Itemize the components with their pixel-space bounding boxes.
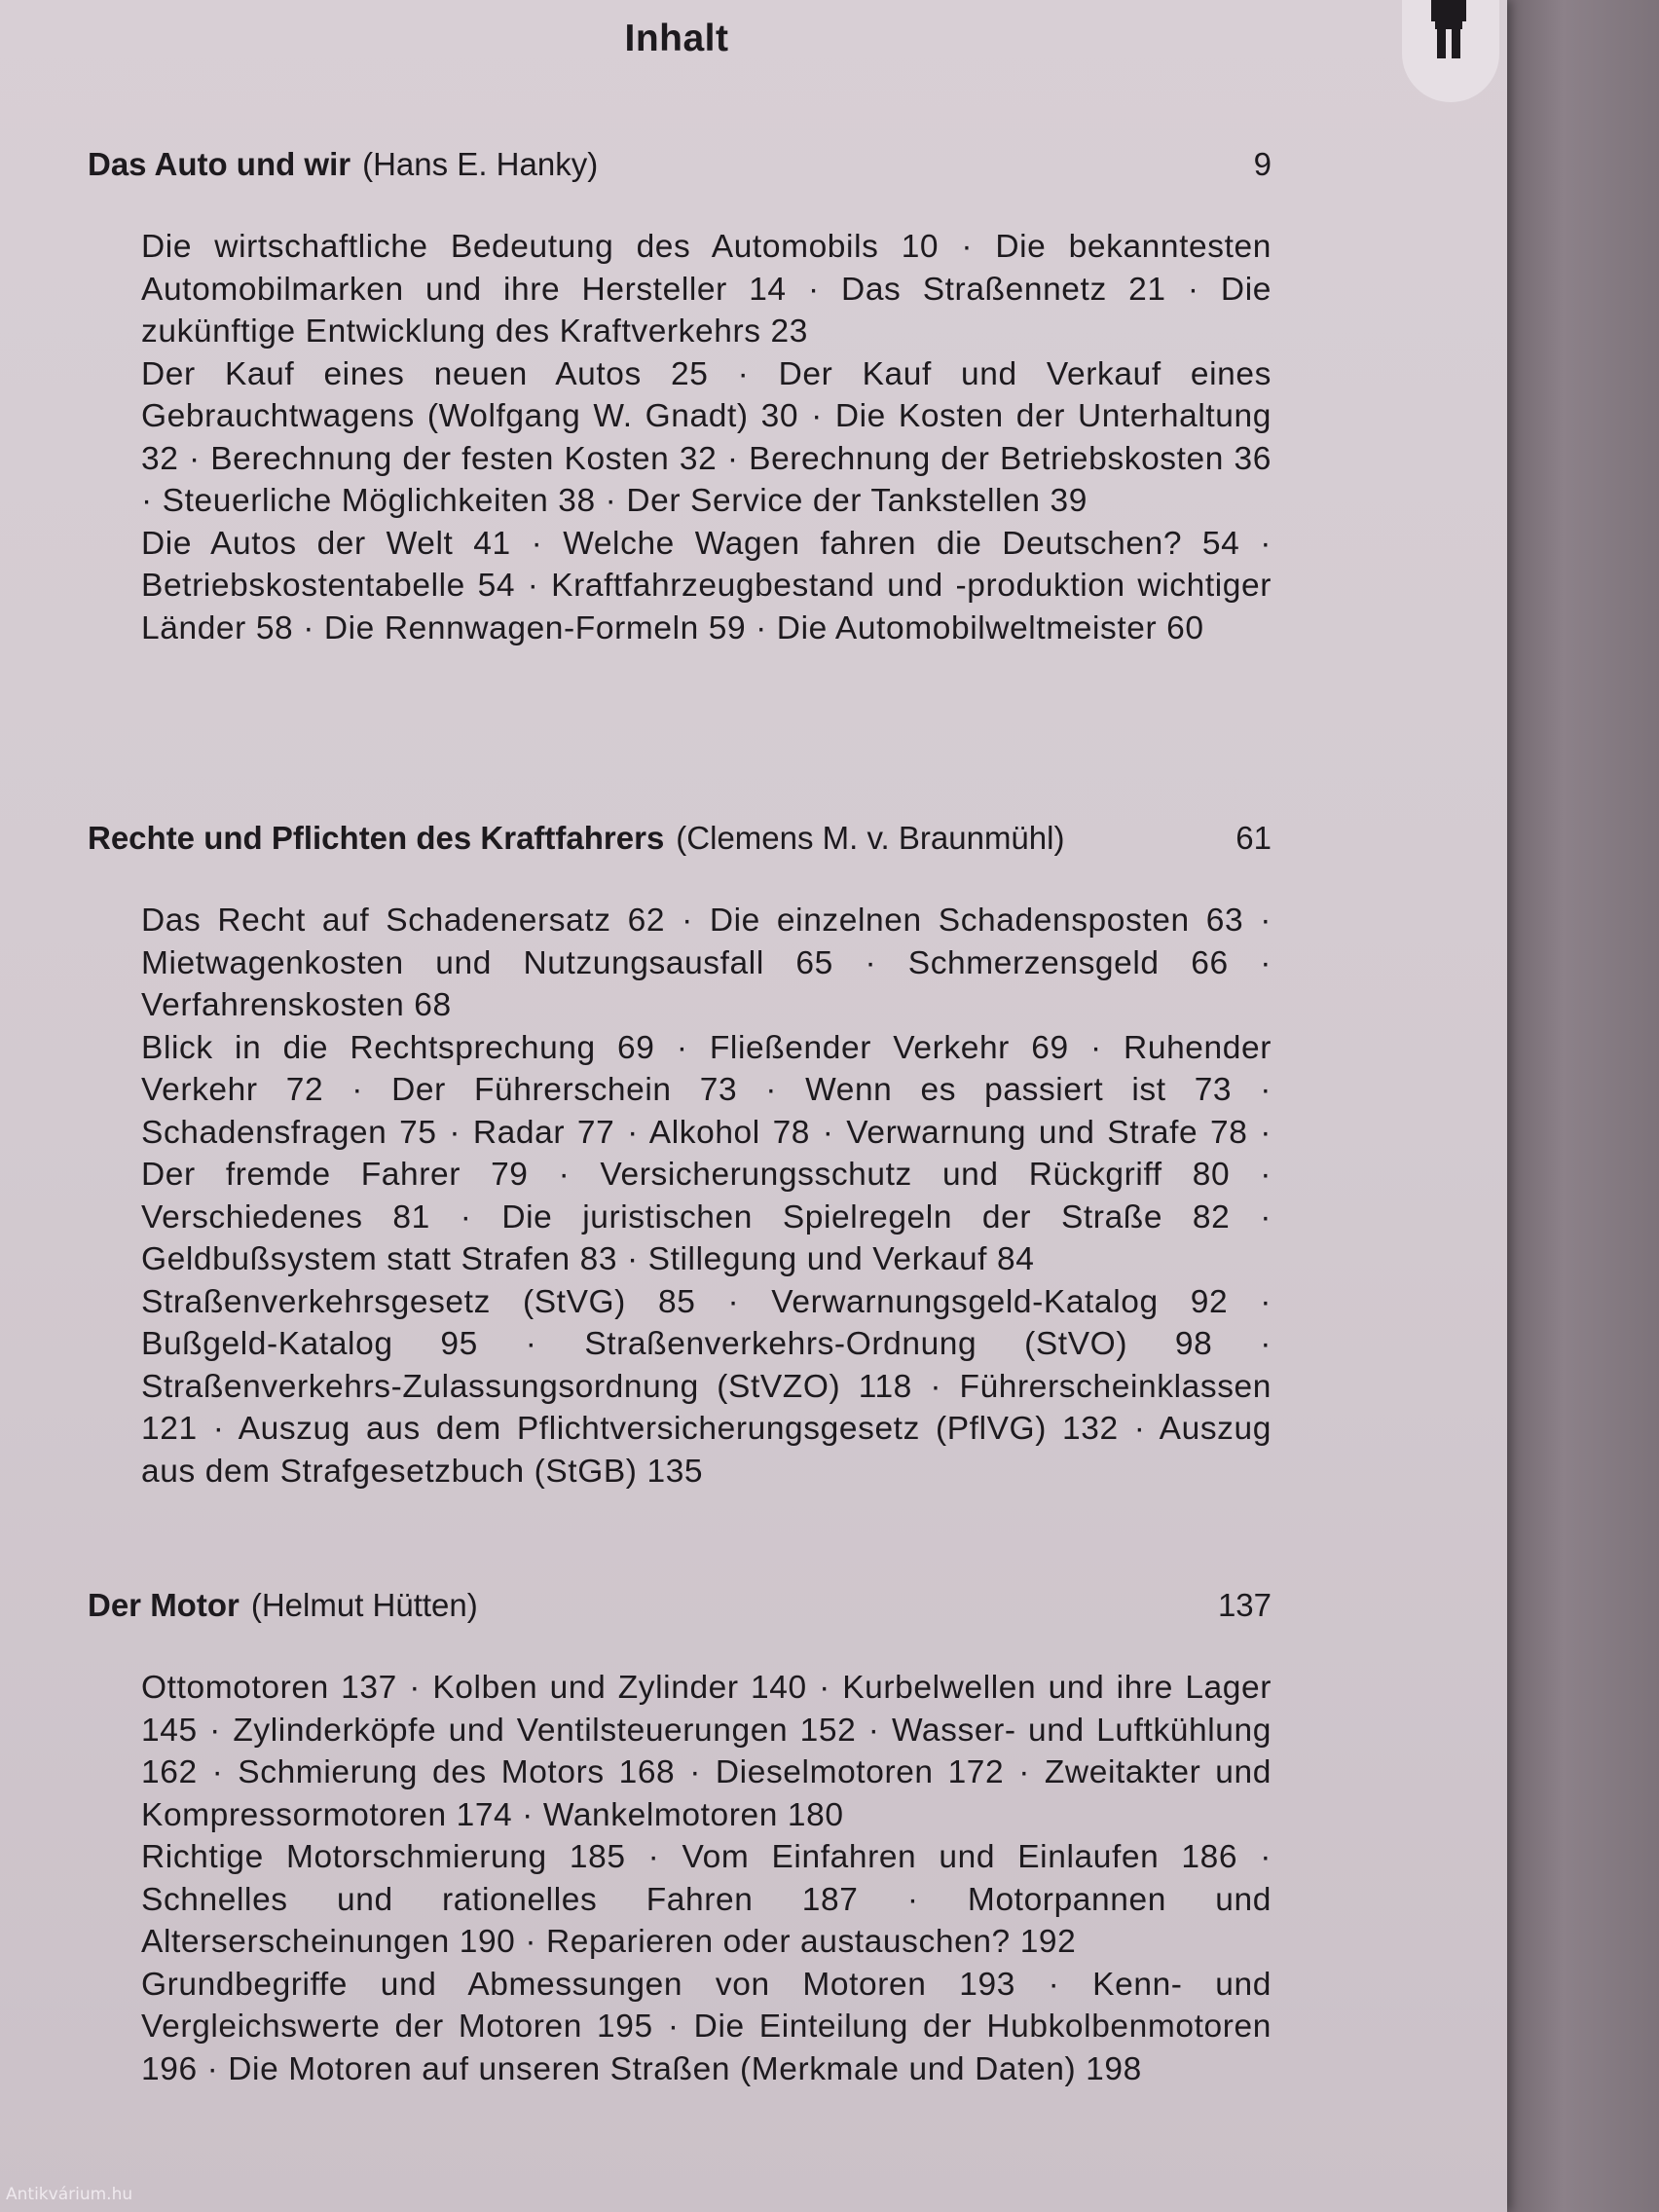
person-icon	[1423, 0, 1474, 60]
section-title: Das Auto und wir	[88, 146, 351, 182]
section-header	[88, 818, 1272, 859]
toc-section	[88, 1585, 1272, 2090]
watermark-text: Antikvárium.hu	[6, 2185, 133, 2204]
toc-section	[88, 144, 1272, 649]
toc-entry-paragraph: Straßenverkehrsgesetz (StVG) 85 · Verwarnungsgeld-Katalog 92 · Bußgeld-Katalog 95 · Straßenverkehrs-Ordnung (StVO) 98 · Straßenverkehrs-Zulassungsordnung (StVZO) 118 · Führerscheinklassen 121 · Auszug aus dem Pflichtversicherungsgesetz (PflVG) 132 · Auszug aus dem Strafgesetzbuch (StGB) 135	[141, 1283, 1272, 1490]
section-title: Der Motor	[88, 1587, 240, 1623]
toc-entry-paragraph: Ottomotoren 137 · Kolben und Zylinder 140 · Kurbelwellen und ihre Lager 145 · Zylinderköpfe und Ventilsteuerungen 152 · Wasser- und Luftkühlung 162 · Schmierung des Motors 168 · Dieselmotoren 172 · Zweitakter und Kompressormotoren 174 · Wankelmotoren 180	[141, 1670, 1272, 1833]
toc-entry-paragraph: Die Autos der Welt 41 · Welche Wagen fahren die Deutschen? 54 · Betriebskostentabelle 54 · Kraftfahrzeugbestand und -produktion wichtiger Länder 58 · Die Rennwagen-Formeln 59 · Die Automobilweltmeister 60	[141, 525, 1272, 646]
section-author: (Clemens M. v. Braunmühl)	[676, 820, 1065, 856]
section-header	[88, 1585, 1272, 1626]
section-entries	[141, 900, 1272, 1493]
section-author: (Helmut Hütten)	[250, 1587, 478, 1623]
toc-entry-paragraph: Die wirtschaftliche Bedeutung des Automobils 10 · Die bekanntesten Automobilmarken und ihre Hersteller 14 · Das Straßennetz 21 · Die zukünftige Entwicklung des Kraftverkehrs 23	[141, 229, 1272, 350]
toc-entry-paragraph: Blick in die Rechtsprechung 69 · Fließender Verkehr 69 · Ruhender Verkehr 72 · Der Führerschein 73 · Wenn es passiert ist 73 · Schadensfragen 75 · Radar 77 · Alkohol 78 · Verwarnung und Strafe 78 · Der fremde Fahrer 79 · Versicherungsschutz und Rückgriff 80 · Verschiedenes 81 · Die juristischen Spielregeln der Straße 82 · Geldbußsystem statt Strafen 83 · Stillegung und Verkauf 84	[141, 1029, 1272, 1277]
section-title: Rechte und Pflichten des Kraftfahrers	[88, 820, 665, 856]
toc-entry-paragraph: Richtige Motorschmierung 185 · Vom Einfahren und Einlaufen 186 · Schnelles und rationelles Fahren 187 · Motorpannen und Alterserscheinungen 190 · Reparieren oder austauschen? 192	[141, 1839, 1272, 1960]
toc-entry-paragraph: Der Kauf eines neuen Autos 25 · Der Kauf und Verkauf eines Gebrauchtwagens (Wolfgang W. Gnadt) 30 · Die Kosten der Unterhaltung 32 · Berechnung der festen Kosten 32 · Berechnung der Betriebskosten 36 · Steuerliche Möglichkeiten 38 · Der Service der Tankstellen 39	[141, 355, 1272, 519]
section-entries	[141, 1667, 1272, 2090]
section-entries	[141, 226, 1272, 649]
background-surface	[1499, 0, 1659, 2212]
toc-entry-paragraph: Das Recht auf Schadenersatz 62 · Die einzelnen Schadensposten 63 · Mietwagenkosten und Nutzungsausfall 65 · Schmerzensgeld 66 · Verfahrenskosten 68	[141, 903, 1272, 1023]
toc-section	[88, 818, 1272, 1493]
section-page-number: 137	[1217, 1587, 1272, 1623]
toc-entry-paragraph: Grundbegriffe und Abmessungen von Motoren 193 · Kenn- und Vergleichswerte der Motoren 195 · Die Einteilung der Hubkolbenmotoren 196 · Die Motoren auf unseren Straßen (Merkmale und Daten) 198	[141, 1966, 1272, 2087]
section-page-number: 9	[1253, 146, 1272, 182]
section-author: (Hans E. Hanky)	[362, 146, 599, 182]
section-page-number: 61	[1235, 820, 1272, 856]
page-title: Inhalt	[624, 18, 729, 59]
section-header	[88, 144, 1272, 185]
